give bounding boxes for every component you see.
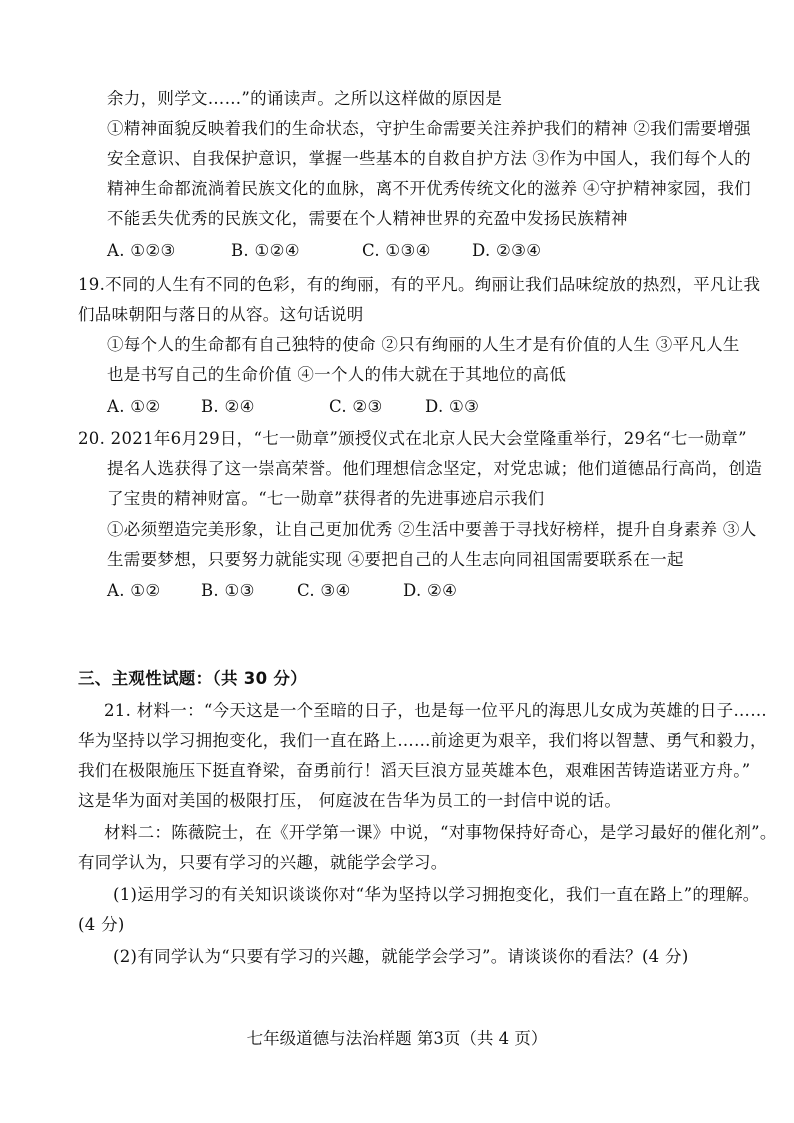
q18-statement-line: 不能丢失优秀的民族文化，需要在个人精神世界的充盈中发扬民族精神 bbox=[107, 209, 628, 228]
q20-stem-line: 了宝贵的精神财富。“七一勋章”获得者的先进事迹启示我们 bbox=[107, 489, 545, 508]
q18-option-a: A. ①②③ bbox=[107, 241, 176, 260]
q20-statement-line: 生需要梦想，只要努力就能实现 ④要把自己的人生志向同祖国需要联系在一起 bbox=[107, 550, 684, 569]
q20-stem-line: 20. 2021年6月29日，“七一勋章”颁授仪式在北京人民大会堂隆重举行，29名“七一勋章” bbox=[78, 429, 747, 448]
q21-material1-line: 这是华为面对美国的极限打压， 何庭波在告华为员工的一封信中说的话。 bbox=[78, 791, 622, 810]
q21-material1-line: 21. 材料一：“今天这是一个至暗的日子，也是每一位平凡的海思儿女成为英雄的日子…… bbox=[104, 701, 768, 720]
q21-material1-line: 华为坚持以学习拥抱变化，我们一直在路上……前途更为艰辛，我们将以智慧、勇气和毅力， bbox=[78, 731, 767, 750]
q20-option-a: A. ①② bbox=[107, 581, 161, 600]
q19-option-c: C. ②③ bbox=[329, 397, 383, 416]
q18-option-d: D. ②③④ bbox=[472, 241, 542, 260]
q18-statement-line: 安全意识、自我保护意识，掌握一些基本的自救自护方法 ③作为中国人，我们每个人的 bbox=[107, 149, 751, 168]
q21-material1-line: 我们在极限施压下挺直脊梁，奋勇前行！滔天巨浪方显英雄本色，艰难困苦铸造诺亚方舟。” bbox=[78, 761, 751, 780]
q20-stem-line: 提名人选获得了这一崇高荣誉。他们理想信念坚定，对党忠诚；他们道德品行高尚，创造 bbox=[107, 459, 763, 478]
q21-sub1-score: (4 分) bbox=[78, 915, 125, 934]
q21-sub2: (2)有同学认为“只要有学习的兴趣，就能学会学习”。请谈谈你的看法？(4 分) bbox=[113, 947, 689, 966]
q20-option-b: B. ①③ bbox=[201, 581, 255, 600]
section-title: 三、主观性试题：（共 30 分） bbox=[78, 669, 307, 688]
q19-stem-line: 19.不同的人生有不同的色彩，有的绚丽，有的平凡。绚丽让我们品味绽放的热烈，平凡让我 bbox=[78, 275, 761, 294]
q20-option-d: D. ②④ bbox=[403, 581, 458, 600]
q18-option-b: B. ①②④ bbox=[231, 241, 300, 260]
q21-sub1-line: (1)运用学习的有关知识谈谈你对“华为坚持以学习拥抱变化，我们一直在路上”的理解。 bbox=[113, 885, 760, 904]
q18-statement-line: ①精神面貌反映着我们的生命状态，守护生命需要关注养护我们的精神 ②我们需要增强 bbox=[107, 119, 751, 138]
q21-material2-line: 材料二：陈薇院士，在《开学第一课》中说，“对事物保持好奇心，是学习最好的催化剂”。 bbox=[104, 823, 777, 842]
q18-statement-line: 精神生命都流淌着民族文化的血脉，离不开优秀传统文化的滋养 ④守护精神家园，我们 bbox=[107, 179, 751, 198]
q21-material2-line: 有同学认为，只要有学习的兴趣，就能学会学习。 bbox=[78, 853, 448, 872]
q18-stem-end: 余力，则学文……”的诵读声。之所以这样做的原因是 bbox=[107, 89, 503, 108]
q19-option-b: B. ②④ bbox=[201, 397, 255, 416]
q19-option-a: A. ①② bbox=[107, 397, 161, 416]
page-footer: 七年级道德与法治样题 第3页（共 4 页） bbox=[246, 1029, 548, 1048]
q19-statement-line: 也是书写自己的生命价值 ④一个人的伟大就在于其地位的高低 bbox=[107, 365, 567, 384]
q19-option-d: D. ①③ bbox=[425, 397, 480, 416]
q19-statement-line: ①每个人的生命都有自己独特的使命 ②只有绚丽的人生才是有价值的人生 ③平凡人生 bbox=[107, 335, 740, 354]
q20-statement-line: ①必须塑造完美形象，让自己更加优秀 ②生活中要善于寻找好榜样，提升自身素养 ③人 bbox=[107, 520, 757, 539]
q19-stem-line: 们品味朝阳与落日的从容。这句话说明 bbox=[78, 305, 364, 324]
q18-option-c: C. ①③④ bbox=[362, 241, 431, 260]
q20-option-c: C. ③④ bbox=[297, 581, 351, 600]
